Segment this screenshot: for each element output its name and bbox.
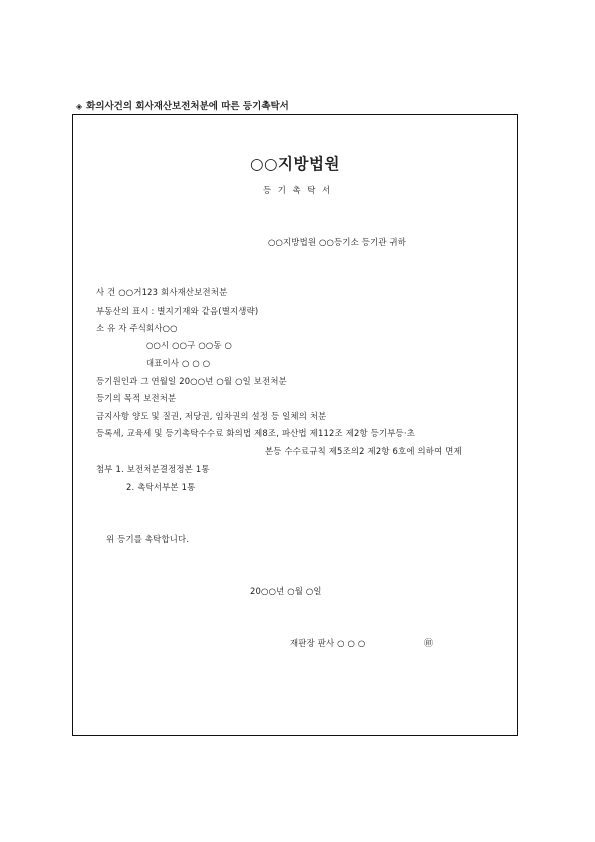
fee-exemption-line-2: 본등 수수료규칙 제5조의2 제2항 6호에 의하여 면제 — [265, 446, 462, 456]
court-name: ○○지방법원 — [250, 155, 340, 173]
judge-signature: 재판장 판사 ○ ○ ○ — [290, 638, 366, 648]
request-sentence: 위 등기를 촉탁합니다. — [106, 534, 190, 544]
attachment-line-2: 2. 촉탁서부본 1통 — [126, 482, 196, 492]
document-title: 등 기 촉 탁 서 — [263, 185, 333, 195]
form-heading-text: 화의사건의 회사재산보전처분에 따른 등기촉탁서 — [86, 101, 289, 112]
document-date: 20○○년 ○월 ○일 — [250, 586, 322, 596]
diamond-bullet-icon: ◈ — [76, 102, 83, 111]
prohibition-line: 금지사항 양도 및 질권, 저당권, 임차권의 설정 등 일체의 처분 — [96, 411, 327, 421]
addressee: ○○지방법원 ○○등기소 등기관 귀하 — [268, 237, 407, 247]
form-heading — [76, 98, 289, 112]
property-line: 부동산의 표시 : 별지기재와 같음(별지생략) — [96, 306, 259, 316]
owner-line: 소 유 자 주식회사○○ — [96, 323, 178, 333]
seal-icon: ㊞ — [424, 639, 434, 649]
owner-representative: 대표이사 ○ ○ ○ — [146, 358, 211, 368]
owner-address: ○○시 ○○구 ○○동 ○ — [146, 340, 233, 350]
attachment-line-1: 첨부 1. 보전처분결정정본 1통 — [96, 464, 210, 474]
fee-exemption-line-1: 등록세, 교육세 및 등기촉탁수수료 화의법 제8조, 파산법 제112조 제2항 등기부등·초 — [96, 428, 415, 438]
registration-purpose-line: 등기의 목적 보전처분 — [96, 393, 177, 403]
registration-cause-line: 등기원인과 그 연월일 20○○년 ○월 ○일 보전처분 — [96, 376, 287, 386]
case-line: 사 건 ○○거123 회사재산보전처분 — [96, 287, 228, 297]
